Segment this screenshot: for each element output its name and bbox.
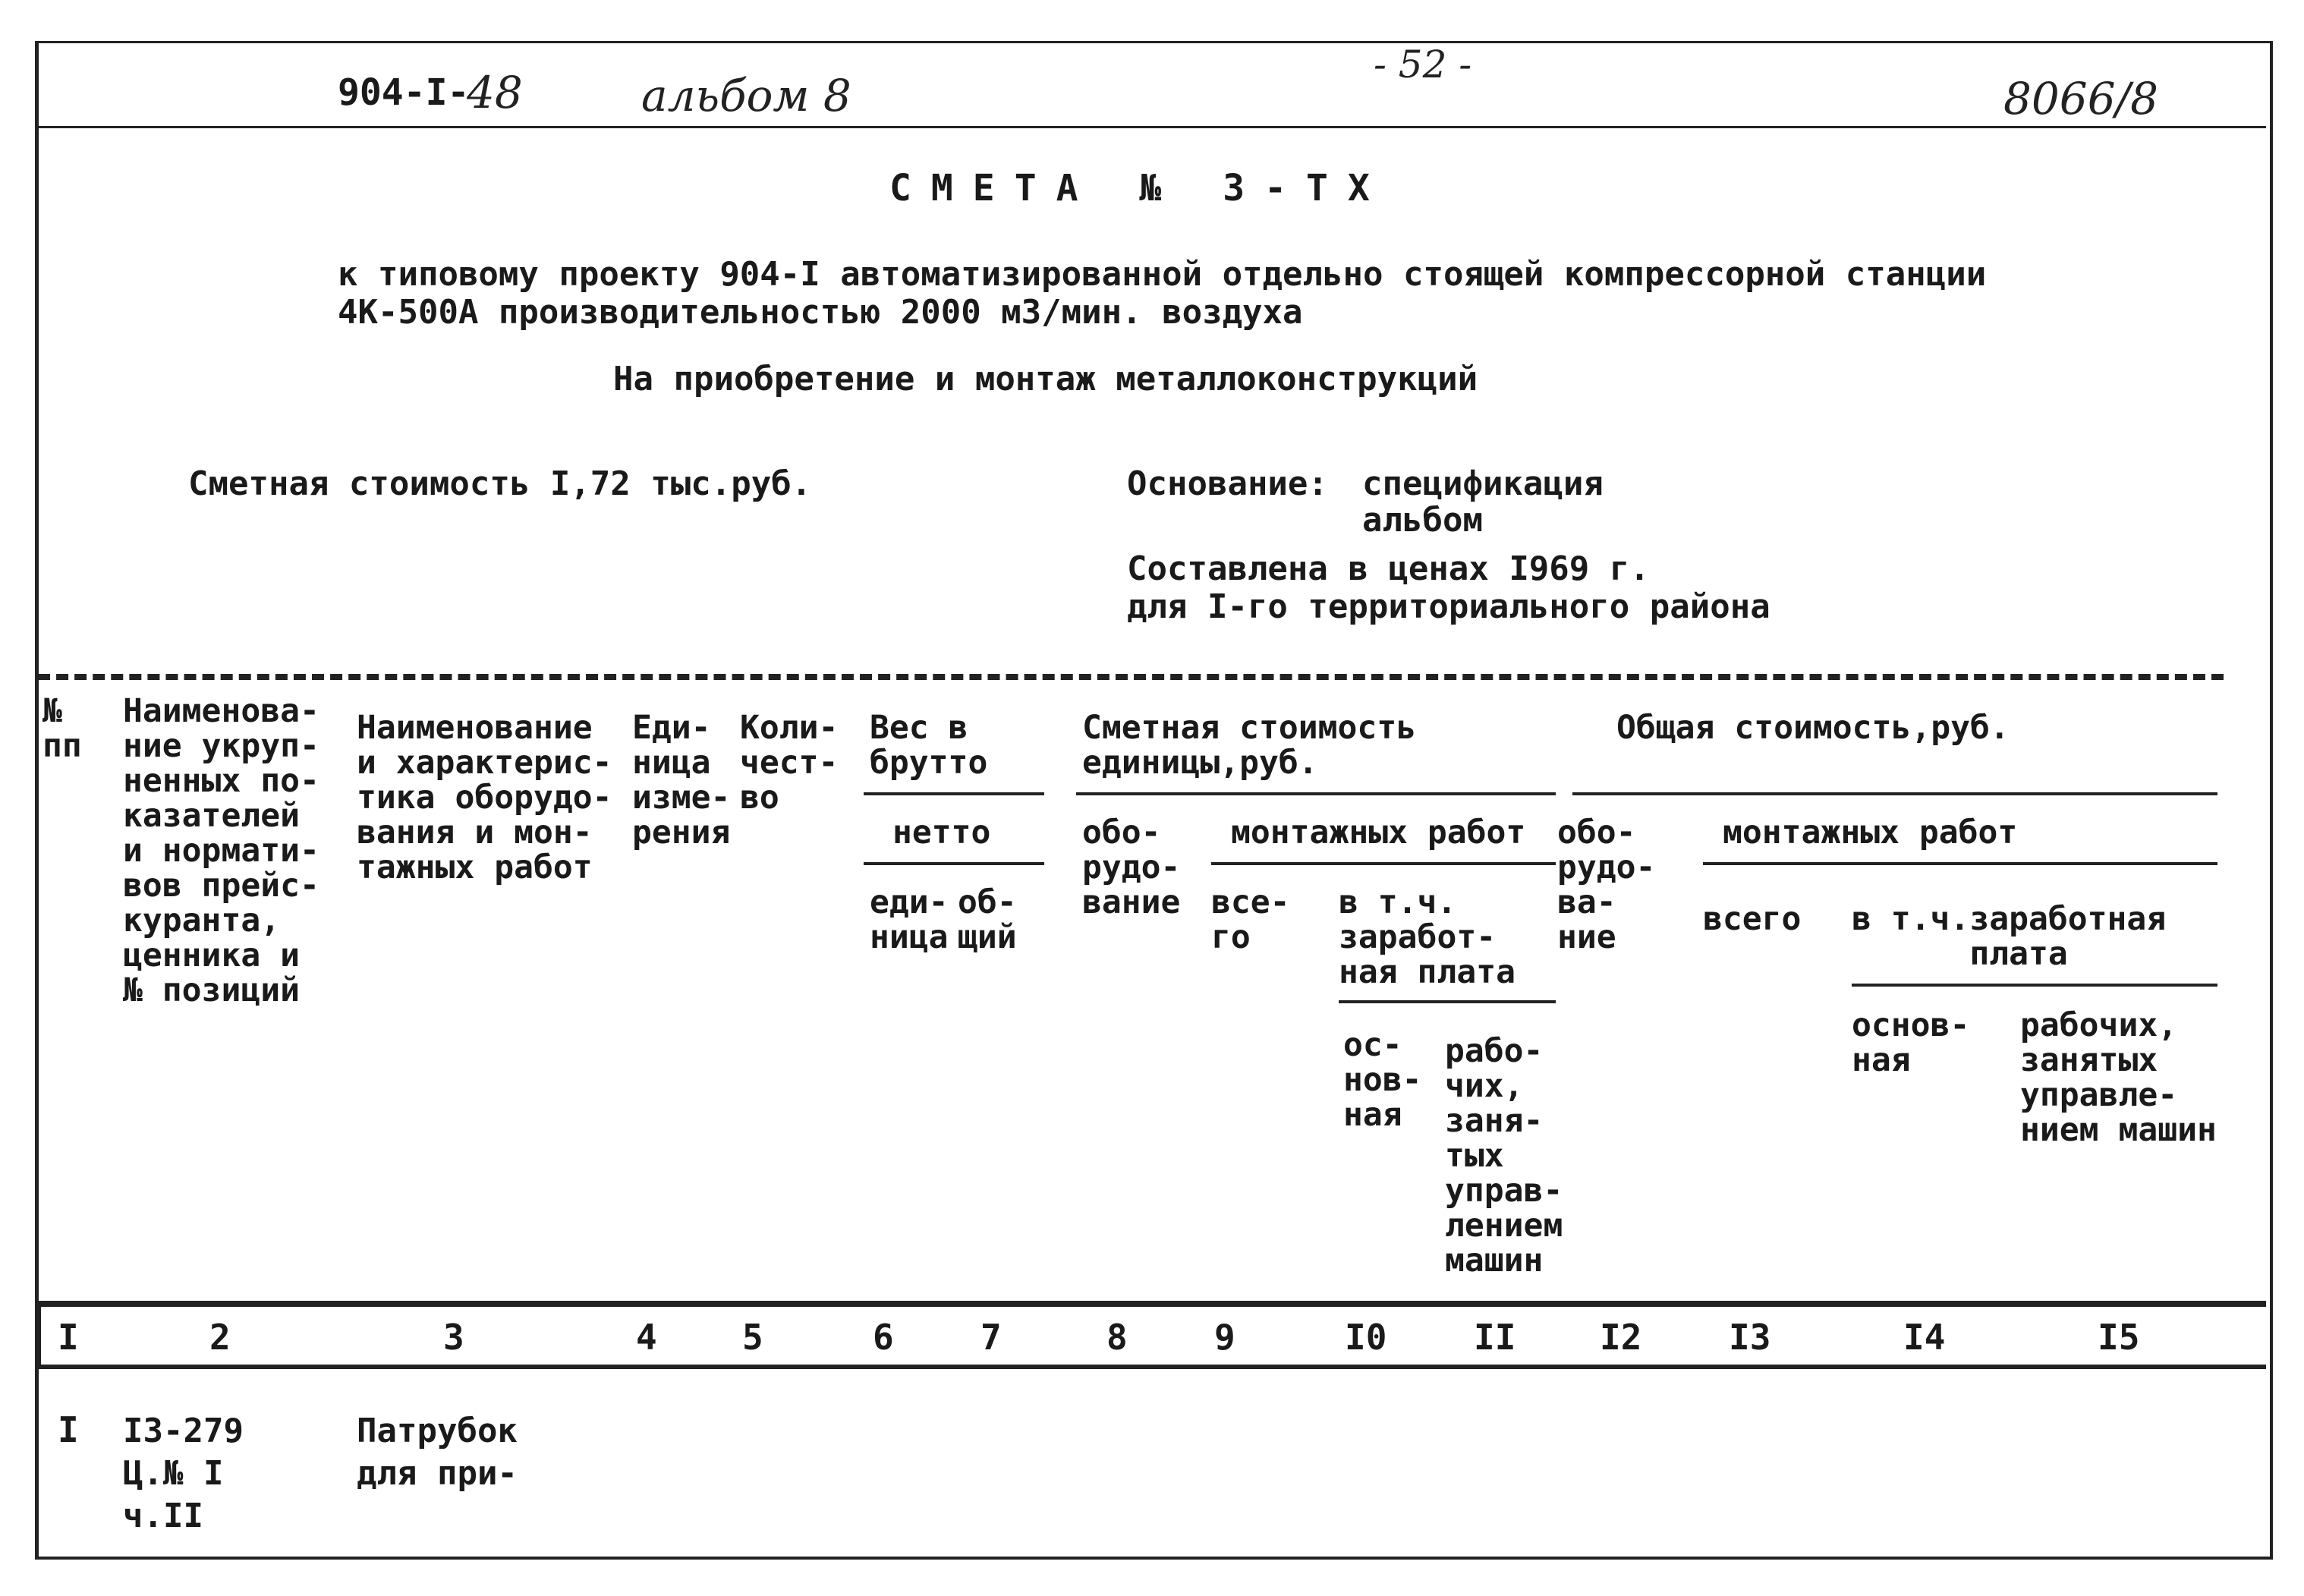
col-num-14: I4 [1903, 1317, 1946, 1358]
doc-code: 904-I- [338, 71, 470, 114]
row-1-code: I3-279 Ц.№ I ч.II [123, 1412, 244, 1535]
header-machine-2: рабочих, занятых управле- нием машин [2020, 1006, 2217, 1149]
header-divider [38, 126, 2266, 128]
subtitle-line-2: 4К-500А производительностью 2000 м3/мин. воздуха [338, 293, 1303, 332]
col-num-10: I0 [1345, 1317, 1387, 1358]
rule-total-cost [1572, 792, 2217, 795]
col-num-3: 3 [443, 1317, 464, 1358]
col-num-5: 5 [742, 1317, 763, 1358]
header-total-cost: Общая стоимость,руб. [1616, 709, 2010, 747]
header-basic-2: основ- ная [1852, 1006, 1970, 1079]
col-num-12: I2 [1600, 1317, 1642, 1358]
subtitle-line-1: к типовому проекту 904-I автоматизированной отдельно стоящей компрессорной станции [338, 255, 1987, 294]
prices-line-2: для I-го территориального района [1127, 587, 1770, 626]
header-num: № пп [42, 692, 82, 765]
row-1-name: Патрубок для при- [357, 1412, 518, 1493]
header-netto: нетто [892, 814, 991, 852]
header-indicator: Наименова- ние укруп- ненных по- казателей и нормати- вов прейс- куранта, ценника и № позиций [123, 692, 319, 1009]
header-weight-total: об- щий [958, 883, 1017, 956]
header-weight-brutto: Вес в брутто [870, 709, 988, 782]
rule-netto [864, 862, 1044, 865]
basis-value-2: альбом [1362, 501, 1483, 540]
column-numbers-bottom-rule [38, 1365, 2266, 1369]
table-top-rule [38, 674, 2224, 680]
rule-install-works-2 [1703, 862, 2217, 865]
header-incl-salary-2: в т.ч.заработная плата [1852, 900, 2167, 973]
col-num-7: 7 [980, 1317, 1002, 1358]
basis-value-1: спецификация [1362, 464, 1604, 503]
album-number: альбом 8 [641, 70, 851, 121]
col-num-4: 4 [636, 1317, 657, 1358]
basis-label: Основание: [1127, 464, 1328, 503]
column-numbers-top-rule [38, 1301, 2266, 1307]
header-machine-small: рабо- чих, заня- тых управ- лением машин [1445, 1032, 1563, 1280]
header-name: Наименование и характерис- тика оборудо- вания и мон- тажных работ [357, 709, 612, 886]
col-num-13: I3 [1729, 1317, 1771, 1358]
header-install-works-2: монтажных работ [1723, 814, 2018, 852]
header-equipment-2: обо- рудо- ва- ние [1557, 814, 1656, 956]
header-total-2: всего [1703, 900, 1802, 938]
header-incl-salary: в т.ч. заработ- ная плата [1339, 883, 1516, 991]
row-1-num: I [58, 1409, 79, 1450]
header-unit: Еди- ница изме- рения [632, 709, 731, 852]
col-num-15: I5 [2098, 1317, 2140, 1358]
col-num-11: II [1474, 1317, 1516, 1358]
header-install-works: монтажных работ [1231, 814, 1526, 852]
estimated-cost: Сметная стоимость I,72 тыс.руб. [188, 464, 812, 503]
header-unit-cost: Сметная стоимость единицы,руб. [1082, 709, 1417, 782]
rule-salary-2 [1852, 984, 2217, 987]
col-num-1: I [58, 1317, 79, 1358]
header-total-small: все- го [1211, 883, 1290, 956]
col-num-9: 9 [1214, 1317, 1235, 1358]
purpose-line: На приобретение и монтаж металлоконструкций [613, 360, 1478, 398]
rule-salary [1339, 1000, 1556, 1003]
column-numbers-left-edge [38, 1301, 41, 1366]
col-num-6: 6 [873, 1317, 894, 1358]
rule-install-works [1211, 862, 1556, 865]
header-qty: Коли- чест- во [740, 709, 839, 817]
col-num-8: 8 [1106, 1317, 1128, 1358]
rule-unit-cost [1076, 792, 1556, 795]
prices-line-1: Составлена в ценах I969 г. [1127, 549, 1650, 588]
doc-code-handwritten: 48 [467, 67, 523, 118]
col-num-2: 2 [209, 1317, 231, 1358]
header-weight-unit: еди- ница [870, 883, 949, 956]
header-equipment: обо- рудо- вание [1082, 814, 1181, 921]
doc-number: 8066/8 [2003, 73, 2159, 124]
document-title: СМЕТА № 3-ТХ [889, 167, 1390, 209]
header-basic-small: ос- нов- ная [1343, 1026, 1422, 1134]
page-number: - 52 - [1374, 42, 1472, 87]
rule-weight [864, 792, 1044, 795]
